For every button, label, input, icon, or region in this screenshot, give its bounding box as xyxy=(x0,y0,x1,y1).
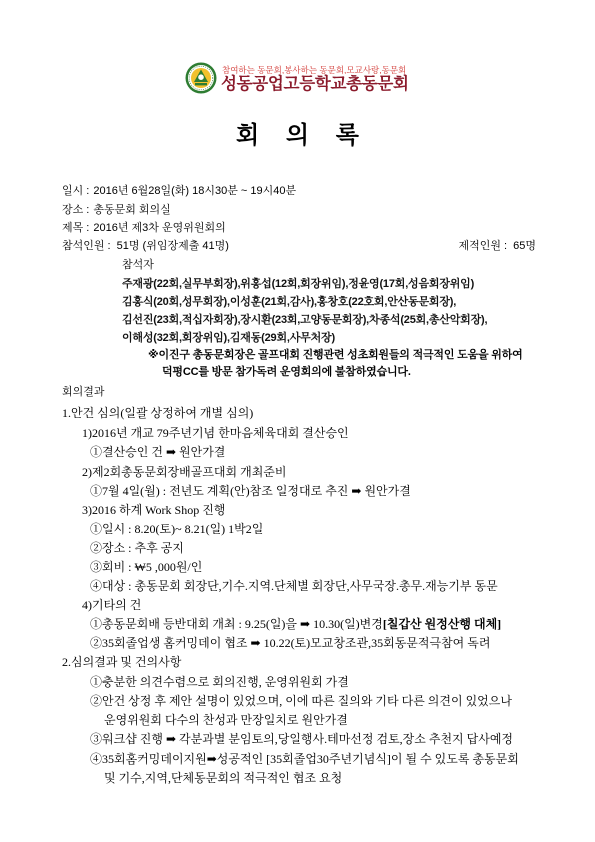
review-point: ④35회홈커밍데이지원➡성공적인 [35회졸업30주년기념식]이 될 수 있도록 총동문회 xyxy=(90,752,519,766)
meta-subject xyxy=(62,220,226,236)
review-section-title: 2.심의결과 및 건의사항 xyxy=(62,655,182,669)
meta-label: 제적인원 : xyxy=(458,240,508,252)
document-title: 회 의 록 xyxy=(236,122,369,149)
meta-enrolled xyxy=(459,238,537,254)
agenda-item-title: 4)기타의 건 xyxy=(82,598,142,612)
slogan: 참여하는 동문회,봉사하는 동문회,모교사랑,동문회 xyxy=(222,65,407,75)
attendee-line: 김선진(23회,적십자회장),장시환(23회,고양동문회장),차종석(25회,총산악회장), xyxy=(122,314,488,326)
meta-value: 2016년 6월28일(화) 18시30분 ~ 19시40분 xyxy=(93,185,297,197)
meta-value: 65명 xyxy=(513,240,536,252)
agenda-point-emphasis: [칠갑산 원정산행 대체] xyxy=(382,617,502,631)
agenda-item-title: 1)2016년 개교 79주년기념 한마음체육대회 결산승인 xyxy=(82,426,349,440)
attendee-line: 주재광(22회,실무부회장),위홍섭(12회,회장위임),정윤영(17회,성음회장위임) xyxy=(122,278,475,290)
results-heading: 회의결과 xyxy=(62,386,105,398)
meta-label: 참석인원 : xyxy=(62,240,111,252)
meta-place xyxy=(62,202,171,218)
organization-name: 성동공업고등학교총동문회 xyxy=(221,75,409,93)
school-emblem-icon xyxy=(185,62,217,94)
meta-datetime xyxy=(62,183,296,199)
review-point: ①충분한 의견수렴으로 회의진행, 운영위원회 가결 xyxy=(90,675,349,689)
agenda-point: ③회비 : ₩5 ,000원/인 xyxy=(90,560,203,574)
agenda-section-title: 1.안건 심의(일괄 상정하여 개별 심의) xyxy=(62,406,254,420)
meta-attendance xyxy=(62,238,229,254)
review-point-continuation: 운영위원회 다수의 찬성과 만장일치로 원안가결 xyxy=(104,713,348,727)
agenda-point: ①결산승인 건 ➡ 원안가결 xyxy=(90,445,226,459)
meta-value: 51명 (위임장제출 41명) xyxy=(116,240,229,252)
agenda-point xyxy=(90,616,501,632)
attendees-heading: 참석자 xyxy=(122,259,154,271)
review-point: ③워크샵 진행 ➡ 각분과별 분임토의,당일행사.테마선정 검토,장소 추천지 답사예정 xyxy=(90,732,514,746)
review-point: ②안건 상정 후 제안 설명이 있었으며, 이에 따른 질의와 기타 다른 의견이 있었으나 xyxy=(90,694,512,708)
agenda-item-title: 3)2016 하계 Work Shop 진행 xyxy=(82,503,226,517)
meta-label: 제목 : xyxy=(62,222,90,234)
review-point-continuation: 및 기수,지역,단체동문회의 적극적인 협조 요청 xyxy=(104,771,343,785)
agenda-point: ②35회졸업생 홈커밍데이 협조 ➡ 10.22(토)모교창조관,35회동문적극참여 독려 xyxy=(90,636,491,650)
absence-note-line: ※이진구 총동문회장은 골프대회 진행관련 성초회원들의 적극적인 도움을 위하여 xyxy=(148,349,523,361)
attendee-line: 이해성(32회,회장위임),김재동(29회,사무처장) xyxy=(122,332,335,344)
agenda-point: ①7월 4일(월) : 전년도 계획(안)참조 일정대로 추진 ➡ 원안가결 xyxy=(90,484,411,498)
meta-value: 총동문회 회의실 xyxy=(93,204,171,216)
agenda-point: ②장소 : 추후 공지 xyxy=(90,541,184,555)
meta-value: 2016년 제3차 운영위원회의 xyxy=(93,222,226,234)
agenda-point: ①일시 : 8.20(토)~ 8.21(일) 1박2일 xyxy=(90,522,264,536)
agenda-point-text: ①총동문회배 등반대회 개최 : 9.25(일)을 ➡ 10.30(일)변경 xyxy=(90,617,383,631)
agenda-item-title: 2)제2회총동문회장배골프대회 개최준비 xyxy=(82,465,287,479)
agenda-point: ④대상 : 총동문회 회장단,기수.지역.단체별 회장단,사무국장.총무.재능기부 동문 xyxy=(90,579,498,593)
attendee-line: 김홍식(20회,성무회장),이성훈(21회,감사),홍창호(22호회,안산동문회장), xyxy=(122,296,457,308)
meta-label: 일시 : xyxy=(62,185,90,197)
absence-note-line: 덕평CC를 방문 참가독려 운영회의에 불참하였습니다. xyxy=(162,366,411,378)
meta-label: 장소 : xyxy=(62,204,90,216)
